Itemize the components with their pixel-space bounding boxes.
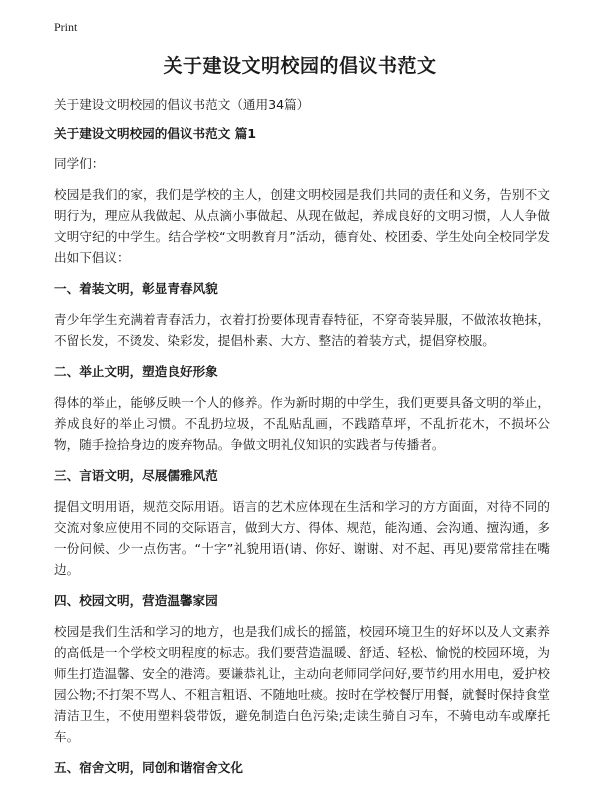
item-heading-behavior: 二、举止文明，塑造良好形象 bbox=[54, 364, 218, 379]
item-body-speech: 提倡文明用语，规范交际用语。语言的艺术应体现在生活和学习的方方面面，对待不同的交流对象应使用不同的交际语言，做到大方、得体、规范，能沟通、会沟通、擅沟通，多一份问候、少一点伤害。“十字”礼貌用语(请、你好、谢谢、对不起、再见)要常常挂在嘴边。 bbox=[54, 499, 550, 577]
item-body-attire: 青少年学生充满着青春活力，衣着打扮要体现青春特征，不穿奇装异服，不做浓妆艳抹，不留长发，不烫发、染彩发，提倡朴素、大方、整洁的着装方式，提倡穿校服。 bbox=[54, 312, 550, 348]
greeting: 同学们： bbox=[54, 156, 105, 171]
item-heading-campus: 四、校园文明，营造温馨家园 bbox=[54, 593, 218, 608]
section-title: 关于建设文明校园的倡议书范文 篇1 bbox=[54, 126, 257, 141]
item-heading-speech: 三、言语文明，尽展儒雅风范 bbox=[54, 468, 218, 483]
item-heading-attire: 一、着装文明，彰显青春风貌 bbox=[54, 281, 218, 296]
item-body-behavior: 得体的举止，能够反映一个人的修养。作为新时期的中学生，我们更要具备文明的举止，养成良好的举止习惯。不乱扔垃圾，不乱贴乱画，不践踏草坪，不乱折花木，不损坏公物，随手捡拾身边的废弃物品。争做文明礼仪知识的实践者与传播者。 bbox=[54, 395, 550, 452]
item-body-campus: 校园是我们生活和学习的地方，也是我们成长的摇篮，校园环境卫生的好坏以及人文素养的高低是一个学校文明程度的标志。我们要营造温暖、舒适、轻松、愉悦的校园环境，为师生打造温馨、安全的港湾。要谦恭礼让，主动向老师同学问好,要节约用水用电，爱护校园公物;不打架不骂人、不粗言粗语、不随地吐痰。按时在学校餐厅用餐，就餐时保持食堂清洁卫生，不使用塑料袋带饭，避免制造白色污染;走读生骑自习车，不骑电动车或摩托车。 bbox=[54, 624, 550, 744]
print-link[interactable]: Print bbox=[54, 20, 78, 34]
item-heading-dormitory: 五、宿舍文明，同创和谐宿舍文化 bbox=[54, 760, 243, 775]
document-body bbox=[54, 94, 550, 788]
intro-paragraph: 校园是我们的家，我们是学校的主人，创建文明校园是我们共同的责任和义务，告别不文明行为，理应从我做起、从点滴小事做起、从现在做起，养成良好的文明习惯，人人争做文明守纪的中学生。结合学校“文明教育月”活动，德育处、校团委、学生处向全校同学发出如下倡议： bbox=[54, 187, 550, 265]
document-subtitle: 关于建设文明校园的倡议书范文（通用34篇） bbox=[54, 97, 310, 112]
document-title: 关于建设文明校园的倡议书范文 bbox=[163, 55, 437, 77]
